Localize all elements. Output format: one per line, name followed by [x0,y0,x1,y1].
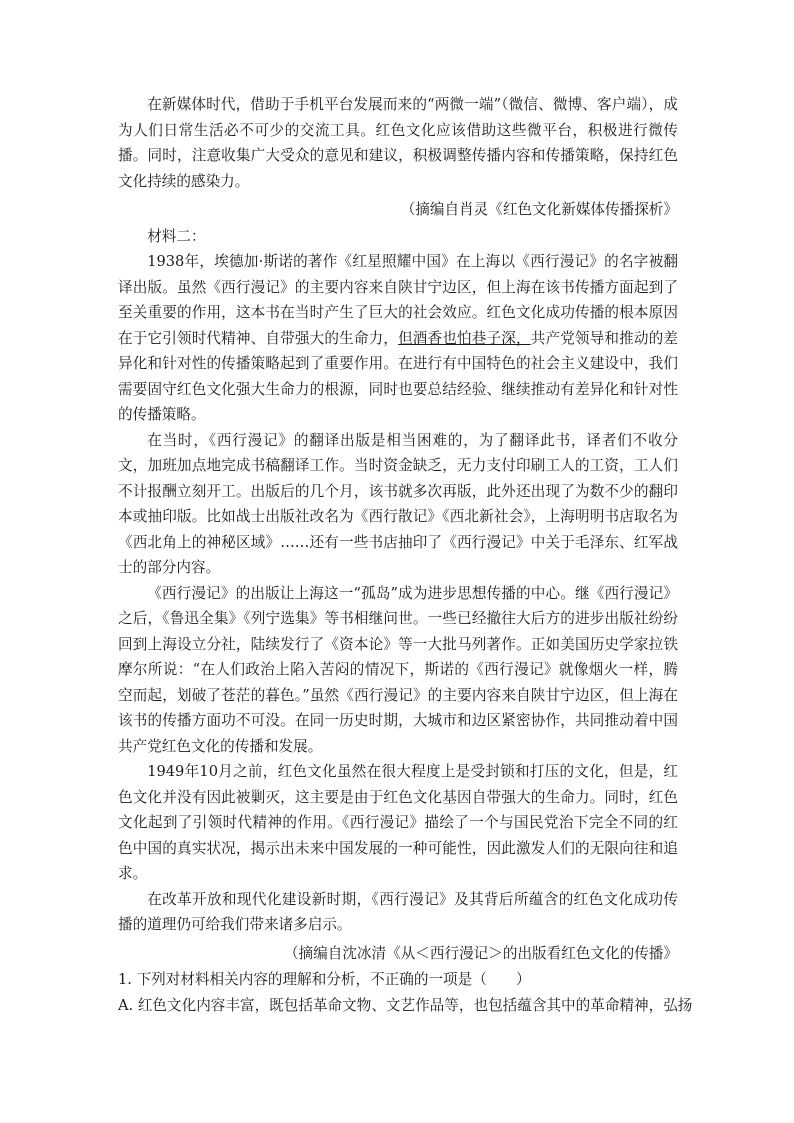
option-a: A. 红色文化内容丰富，既包括革命文物、文艺作品等，也包括蕴含其中的革命精神，弘扬 [118,996,693,1014]
paragraph-1-text-a: 1938年，埃德加·斯诺的著作《红星照耀中国》在上海以《西行漫记》的名字被翻译出版。虽然《西行漫记》的主要内容来自陕甘宁边区，但上海在该书传播方面起到了至关重要的作用，这本书在当时产生了巨大的社会效应。红色文化成功传播的根本原因在于它引领时代精神、自带强大的生命力， [118,253,678,347]
question-1: 1. 下列对材料相关内容的理解和分析，不正确的一项是（ ） [118,971,531,988]
material-2-paragraph-5: 在改革开放和现代化建设新时期，《西行漫记》及其背后所蕴含的红色文化成功传播的道理仍可给我们带来诸多启示。 [118,890,678,933]
intro-paragraph: 在新媒体时代，借助于手机平台发展而来的“两微一端”（微信、微博、客户端），成为人们日常生活必不可少的交流工具。红色文化应该借助这些微平台，积极进行微传播。同时，注意收集广大受众的意见和建议，积极调整传播内容和传播策略，保持红色文化持续的感染力。 [118,96,678,190]
material-2-heading: 材料二： [147,227,206,245]
document-page [118,92,693,1018]
underlined-phrase: 但酒香也怕巷子深， [398,329,531,347]
source-citation-1: （摘编自肖灵《红色文化新媒体传播探析》 [400,201,678,218]
material-2-paragraph-3: 《西行漫记》的出版让上海这一“孤岛”成为进步思想传播的中心。继《西行漫记》之后，《鲁迅全集》《列宁选集》等书相继问世。一些已经撤往大后方的进步出版社纷纷回到上海设立分社，陆续发行了《资本论》等一大批马列著作。正如美国历史学家拉铁摩尔所说：“在人们政治上陷入苦闷的情况下，斯诺的《西行漫记》就像烟火一样，腾空而起，划破了苍茫的暮色。”虽然《西行漫记》的主要内容来自陕甘宁边区，但上海在该书的传播方面功不可没。在同一历史时期，大城市和边区紧密协作，共同推动着中国共产党红色文化的传播和发展。 [118,584,678,755]
material-2-paragraph-1 [118,249,678,428]
paragraph-1-text-b: 共产党领导和推动的差异化和针对性的传播策略起到了重要作用。在进行有中国特色的社会主义建设中，我们需要固守红色文化强大生命力的根源，同时也要总结经验、继续推动有差异化和针对性的传播策略。 [118,329,678,423]
source-citation-2: （摘编自沈冰清《从＜西行漫记＞的出版看红色文化的传播》 [283,944,678,962]
material-2-paragraph-2: 在当时，《西行漫记》的翻译出版是相当困难的，为了翻译此书，译者们不收分文，加班加点地完成书稿翻译工作。当时资金缺乏，无力支付印刷工人的工资，工人们不计报酬立刻开工。出版后的几个月，该书就多次再版，此外还出现了为数不少的翻印本或抽印版。比如战士出版社改名为《西行散记》《西北新社会》，上海明明书店取名为《西北角上的神秘区域》……还有一些书店抽印了《西行漫记》中关于毛泽东、红军战士的部分内容。 [118,431,678,576]
material-2-paragraph-4: 1949年10月之前，红色文化虽然在很大程度上是受封锁和打压的文化，但是，红色文化并没有因此被剿灭，这主要是由于红色文化基因自带强大的生命力。同时，红色文化起到了引领时代精神的作用。《西行漫记》描绘了一个与国民党治下完全不同的红色中国的真实状况，揭示出未来中国发展的一种可能性，因此激发人们的无限向往和追求。 [118,763,678,882]
